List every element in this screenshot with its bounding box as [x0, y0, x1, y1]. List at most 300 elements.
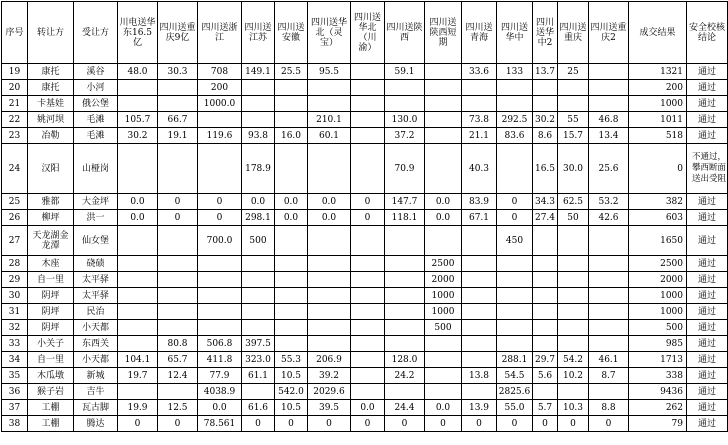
- table-row: [2, 272, 728, 288]
- table-cell: 40.3: [462, 144, 497, 194]
- table-cell: 20: [2, 80, 28, 96]
- table-row: [2, 400, 728, 416]
- table-cell: 35: [2, 368, 28, 384]
- table-cell: [118, 304, 158, 320]
- transfer-table: [1, 1, 728, 432]
- table-header: [2, 2, 728, 64]
- table-cell: 0: [558, 416, 589, 432]
- table-cell: 105.7: [118, 112, 158, 128]
- table-cell: 128.0: [385, 352, 425, 368]
- table-cell: 25: [558, 64, 589, 80]
- table-cell: [425, 352, 462, 368]
- table-cell: 24.2: [385, 368, 425, 384]
- table-cell: 0: [351, 194, 385, 210]
- table-cell: [589, 288, 629, 304]
- table-cell: [198, 304, 242, 320]
- table-cell: [158, 288, 198, 304]
- table-cell: 32: [2, 320, 28, 336]
- table-cell: 0.0: [425, 194, 462, 210]
- result-cell: 200: [629, 80, 687, 96]
- table-cell: 104.1: [118, 352, 158, 368]
- table-cell: [275, 336, 308, 352]
- table-cell: [533, 96, 558, 112]
- table-cell: 0.0: [118, 194, 158, 210]
- table-cell: 93.8: [242, 128, 275, 144]
- safety-check-cell: 通过: [687, 128, 728, 144]
- table-cell: [497, 144, 533, 194]
- table-cell: [242, 272, 275, 288]
- column-header: 四川送华北（灵宝）: [308, 2, 351, 64]
- table-cell: [308, 96, 351, 112]
- table-cell: 210.1: [308, 112, 351, 128]
- table-cell: [462, 336, 497, 352]
- table-cell: [242, 288, 275, 304]
- column-header: 四川送华北（川渝）: [351, 2, 385, 64]
- table-cell: 小天都: [74, 320, 118, 336]
- result-cell: 79: [629, 416, 687, 432]
- table-cell: [425, 128, 462, 144]
- table-cell: 16.0: [275, 128, 308, 144]
- table-cell: [558, 272, 589, 288]
- table-cell: 411.8: [198, 352, 242, 368]
- table-cell: 708: [198, 64, 242, 80]
- result-cell: 338: [629, 368, 687, 384]
- table-cell: [425, 112, 462, 128]
- table-cell: 397.5: [242, 336, 275, 352]
- table-cell: [118, 384, 158, 400]
- table-cell: [462, 256, 497, 272]
- table-cell: 溪谷: [74, 64, 118, 80]
- table-cell: 小天都: [74, 352, 118, 368]
- safety-check-cell: 通过: [687, 96, 728, 112]
- table-cell: 木座: [28, 256, 74, 272]
- column-header: 四川送安徽: [275, 2, 308, 64]
- table-cell: 13.9: [462, 400, 497, 416]
- table-cell: [589, 304, 629, 320]
- table-cell: [308, 226, 351, 256]
- result-cell: 1713: [629, 352, 687, 368]
- result-cell: 1321: [629, 64, 687, 80]
- table-cell: 38: [2, 416, 28, 432]
- table-cell: 5.6: [533, 368, 558, 384]
- table-cell: 0: [158, 210, 198, 226]
- table-cell: [425, 144, 462, 194]
- table-cell: [118, 144, 158, 194]
- table-cell: 4038.9: [198, 384, 242, 400]
- safety-check-cell: 通过: [687, 368, 728, 384]
- table-cell: 19.9: [118, 400, 158, 416]
- table-cell: 25: [2, 194, 28, 210]
- result-cell: 985: [629, 336, 687, 352]
- table-cell: 2825.6: [497, 384, 533, 400]
- table-cell: 雅都: [28, 194, 74, 210]
- table-cell: 硗碛: [74, 256, 118, 272]
- table-cell: 0.0: [308, 210, 351, 226]
- table-cell: 山桠岗: [74, 144, 118, 194]
- table-cell: [158, 272, 198, 288]
- table-cell: [533, 272, 558, 288]
- table-cell: [308, 288, 351, 304]
- table-cell: 阴坪: [28, 304, 74, 320]
- table-cell: 8.7: [589, 368, 629, 384]
- table-row: [2, 64, 728, 80]
- table-cell: 147.7: [385, 194, 425, 210]
- table-cell: [275, 288, 308, 304]
- table-cell: 0: [425, 416, 462, 432]
- table-cell: 阴坪: [28, 288, 74, 304]
- table-cell: 46.1: [589, 352, 629, 368]
- table-cell: 42.6: [589, 210, 629, 226]
- column-header: 四川送华中2: [533, 2, 558, 64]
- table-cell: [462, 96, 497, 112]
- table-cell: [158, 226, 198, 256]
- table-cell: [462, 80, 497, 96]
- table-cell: [158, 96, 198, 112]
- table-cell: 25.5: [275, 64, 308, 80]
- table-cell: 冶勒: [28, 128, 74, 144]
- table-cell: 506.8: [198, 336, 242, 352]
- table-cell: [558, 256, 589, 272]
- table-cell: 东西关: [74, 336, 118, 352]
- header-row: [2, 2, 728, 64]
- table-cell: [351, 304, 385, 320]
- table-cell: 36: [2, 384, 28, 400]
- table-cell: [351, 256, 385, 272]
- table-cell: [275, 112, 308, 128]
- table-cell: 0: [308, 416, 351, 432]
- table-cell: 59.1: [385, 64, 425, 80]
- table-cell: 自一里: [28, 272, 74, 288]
- table-cell: [118, 226, 158, 256]
- table-cell: [158, 144, 198, 194]
- table-cell: [351, 368, 385, 384]
- column-header: 序号: [2, 2, 28, 64]
- table-cell: [425, 368, 462, 384]
- table-cell: 78.561: [198, 416, 242, 432]
- safety-check-cell: 通过: [687, 416, 728, 432]
- table-cell: 37: [2, 400, 28, 416]
- table-cell: 0: [198, 210, 242, 226]
- table-row: [2, 336, 728, 352]
- column-header: 四川送陕西短期: [425, 2, 462, 64]
- table-cell: [385, 304, 425, 320]
- table-cell: [351, 272, 385, 288]
- table-cell: 0: [351, 416, 385, 432]
- table-cell: [425, 336, 462, 352]
- table-cell: 0: [118, 416, 158, 432]
- table-cell: 67.1: [462, 210, 497, 226]
- table-cell: 30.0: [558, 144, 589, 194]
- table-cell: [558, 336, 589, 352]
- table-cell: 61.6: [242, 400, 275, 416]
- table-row: [2, 80, 728, 96]
- table-cell: [558, 96, 589, 112]
- table-cell: [589, 96, 629, 112]
- result-cell: 0: [629, 144, 687, 194]
- result-cell: 2500: [629, 256, 687, 272]
- table-cell: [275, 272, 308, 288]
- table-cell: 小关子: [28, 336, 74, 352]
- table-cell: 工棚: [28, 416, 74, 432]
- table-cell: 康托: [28, 80, 74, 96]
- table-cell: [425, 80, 462, 96]
- table-cell: [158, 384, 198, 400]
- table-cell: [275, 320, 308, 336]
- table-cell: 23: [2, 128, 28, 144]
- table-cell: [198, 144, 242, 194]
- table-cell: [118, 288, 158, 304]
- table-cell: [351, 320, 385, 336]
- table-cell: 95.5: [308, 64, 351, 80]
- table-row: [2, 288, 728, 304]
- table-cell: 2029.6: [308, 384, 351, 400]
- column-header: 转让方: [28, 2, 74, 64]
- table-cell: [589, 272, 629, 288]
- table-cell: 吉牛: [74, 384, 118, 400]
- safety-check-cell: 通过: [687, 288, 728, 304]
- table-cell: 10.3: [558, 400, 589, 416]
- table-cell: 16.5: [533, 144, 558, 194]
- table-cell: 0: [497, 416, 533, 432]
- column-header: 四川送重庆2: [589, 2, 629, 64]
- table-cell: 0: [533, 416, 558, 432]
- table-row: [2, 96, 728, 112]
- table-cell: 汉阳: [28, 144, 74, 194]
- table-cell: 大金坪: [74, 194, 118, 210]
- table-cell: 13.8: [462, 368, 497, 384]
- table-cell: 118.1: [385, 210, 425, 226]
- table-cell: [462, 272, 497, 288]
- table-cell: [497, 256, 533, 272]
- table-cell: [351, 64, 385, 80]
- table-cell: [158, 320, 198, 336]
- table-cell: 83.9: [462, 194, 497, 210]
- table-cell: 毛滩: [74, 112, 118, 128]
- table-cell: 542.0: [275, 384, 308, 400]
- table-cell: [308, 272, 351, 288]
- table-cell: 80.8: [158, 336, 198, 352]
- table-cell: 0.0: [425, 210, 462, 226]
- result-cell: 9436: [629, 384, 687, 400]
- table-cell: 288.1: [497, 352, 533, 368]
- table-cell: 12.4: [158, 368, 198, 384]
- table-row: [2, 368, 728, 384]
- safety-check-cell: 通过: [687, 272, 728, 288]
- table-cell: 70.9: [385, 144, 425, 194]
- table-row: [2, 144, 728, 194]
- table-cell: 700.0: [198, 226, 242, 256]
- table-cell: [351, 288, 385, 304]
- table-cell: 39.2: [308, 368, 351, 384]
- table-cell: [242, 304, 275, 320]
- safety-check-cell: 通过: [687, 256, 728, 272]
- table-cell: [533, 304, 558, 320]
- table-row: [2, 304, 728, 320]
- column-header: 安全校核结论: [687, 2, 728, 64]
- table-cell: [425, 96, 462, 112]
- table-cell: 450: [497, 226, 533, 256]
- table-cell: 1000.0: [198, 96, 242, 112]
- table-cell: [351, 336, 385, 352]
- table-cell: 0: [497, 210, 533, 226]
- column-header: 四川送华中: [497, 2, 533, 64]
- table-cell: 178.9: [242, 144, 275, 194]
- table-cell: [385, 320, 425, 336]
- table-cell: 66.7: [158, 112, 198, 128]
- table-cell: 8.8: [589, 400, 629, 416]
- table-cell: [118, 256, 158, 272]
- table-cell: [533, 336, 558, 352]
- table-cell: 毛滩: [74, 128, 118, 144]
- table-cell: 33.6: [462, 64, 497, 80]
- table-row: [2, 210, 728, 226]
- table-cell: 21: [2, 96, 28, 112]
- table-cell: [462, 384, 497, 400]
- table-cell: [242, 320, 275, 336]
- table-cell: 民治: [74, 304, 118, 320]
- table-cell: [308, 336, 351, 352]
- table-cell: [158, 80, 198, 96]
- table-cell: [308, 256, 351, 272]
- table-cell: [533, 80, 558, 96]
- table-cell: 30.2: [118, 128, 158, 144]
- table-cell: 33: [2, 336, 28, 352]
- table-cell: [462, 288, 497, 304]
- column-header: 四川送陕西: [385, 2, 425, 64]
- table-cell: 22: [2, 112, 28, 128]
- table-cell: [308, 80, 351, 96]
- table-cell: [275, 256, 308, 272]
- table-row: [2, 416, 728, 432]
- table-cell: [497, 272, 533, 288]
- table-cell: 48.0: [118, 64, 158, 80]
- table-cell: [589, 384, 629, 400]
- table-cell: [198, 256, 242, 272]
- result-cell: 1000: [629, 288, 687, 304]
- table-cell: 康托: [28, 64, 74, 80]
- table-cell: 姚河坝: [28, 112, 74, 128]
- table-cell: 0: [198, 194, 242, 210]
- result-cell: 1011: [629, 112, 687, 128]
- result-cell: 1000: [629, 96, 687, 112]
- column-header: 四川送江苏: [242, 2, 275, 64]
- table-cell: 500: [425, 320, 462, 336]
- column-header: 四川送重庆9亿: [158, 2, 198, 64]
- table-cell: [558, 226, 589, 256]
- column-header: 川电送华东16.5亿: [118, 2, 158, 64]
- table-cell: [589, 80, 629, 96]
- table-cell: 29: [2, 272, 28, 288]
- safety-check-cell: 通过: [687, 304, 728, 320]
- table-cell: [158, 304, 198, 320]
- table-cell: 腾达: [74, 416, 118, 432]
- table-cell: [462, 304, 497, 320]
- table-cell: 19.1: [158, 128, 198, 144]
- table-cell: 阴坪: [28, 320, 74, 336]
- safety-check-cell: 通过: [687, 80, 728, 96]
- table-cell: [385, 384, 425, 400]
- table-cell: 卡基娃: [28, 96, 74, 112]
- table-cell: 10.5: [275, 400, 308, 416]
- table-cell: 292.5: [497, 112, 533, 128]
- result-cell: 500: [629, 320, 687, 336]
- table-cell: [351, 352, 385, 368]
- table-cell: [462, 320, 497, 336]
- table-cell: [351, 226, 385, 256]
- table-row: [2, 384, 728, 400]
- table-cell: [533, 226, 558, 256]
- table-cell: 27: [2, 226, 28, 256]
- table-cell: 200: [198, 80, 242, 96]
- table-cell: 0: [589, 416, 629, 432]
- column-header: 四川送浙江: [198, 2, 242, 64]
- table-cell: 28: [2, 256, 28, 272]
- table-cell: 24: [2, 144, 28, 194]
- table-row: [2, 226, 728, 256]
- table-cell: 206.9: [308, 352, 351, 368]
- table-cell: 12.5: [158, 400, 198, 416]
- table-cell: [497, 288, 533, 304]
- table-cell: 1000: [425, 288, 462, 304]
- table-cell: [589, 256, 629, 272]
- table-cell: 29.7: [533, 352, 558, 368]
- table-cell: 柳坪: [28, 210, 74, 226]
- result-cell: 518: [629, 128, 687, 144]
- table-cell: [275, 304, 308, 320]
- table-cell: 0: [275, 416, 308, 432]
- table-cell: 0: [497, 194, 533, 210]
- table-cell: [533, 288, 558, 304]
- table-cell: [425, 64, 462, 80]
- table-cell: [558, 288, 589, 304]
- table-cell: 木瓜墩: [28, 368, 74, 384]
- table-cell: 天龙湖金龙潭: [28, 226, 74, 256]
- safety-check-cell: 通过: [687, 384, 728, 400]
- table-cell: 65.7: [158, 352, 198, 368]
- table-cell: [385, 256, 425, 272]
- table-cell: 0: [158, 416, 198, 432]
- table-cell: 仙女堡: [74, 226, 118, 256]
- column-header: 四川送青海: [462, 2, 497, 64]
- table-cell: 1000: [425, 304, 462, 320]
- table-cell: [308, 144, 351, 194]
- result-cell: 1000: [629, 304, 687, 320]
- table-cell: 39.5: [308, 400, 351, 416]
- table-cell: [425, 226, 462, 256]
- table-cell: [533, 384, 558, 400]
- table-cell: 26: [2, 210, 28, 226]
- table-cell: 60.1: [308, 128, 351, 144]
- safety-check-cell: 通过: [687, 64, 728, 80]
- safety-check-cell: 通过: [687, 112, 728, 128]
- table-cell: 0.0: [242, 194, 275, 210]
- table-cell: 130.0: [385, 112, 425, 128]
- table-cell: [118, 320, 158, 336]
- table-cell: 0.0: [351, 400, 385, 416]
- safety-check-cell: 通过: [687, 336, 728, 352]
- table-cell: 0: [242, 416, 275, 432]
- table-cell: 5.7: [533, 400, 558, 416]
- table-cell: 0: [462, 416, 497, 432]
- table-cell: 10.5: [275, 368, 308, 384]
- table-cell: [558, 320, 589, 336]
- table-cell: 新城: [74, 368, 118, 384]
- table-cell: [242, 256, 275, 272]
- table-cell: 119.6: [198, 128, 242, 144]
- table-row: [2, 256, 728, 272]
- table-cell: [462, 352, 497, 368]
- table-cell: 13.4: [589, 128, 629, 144]
